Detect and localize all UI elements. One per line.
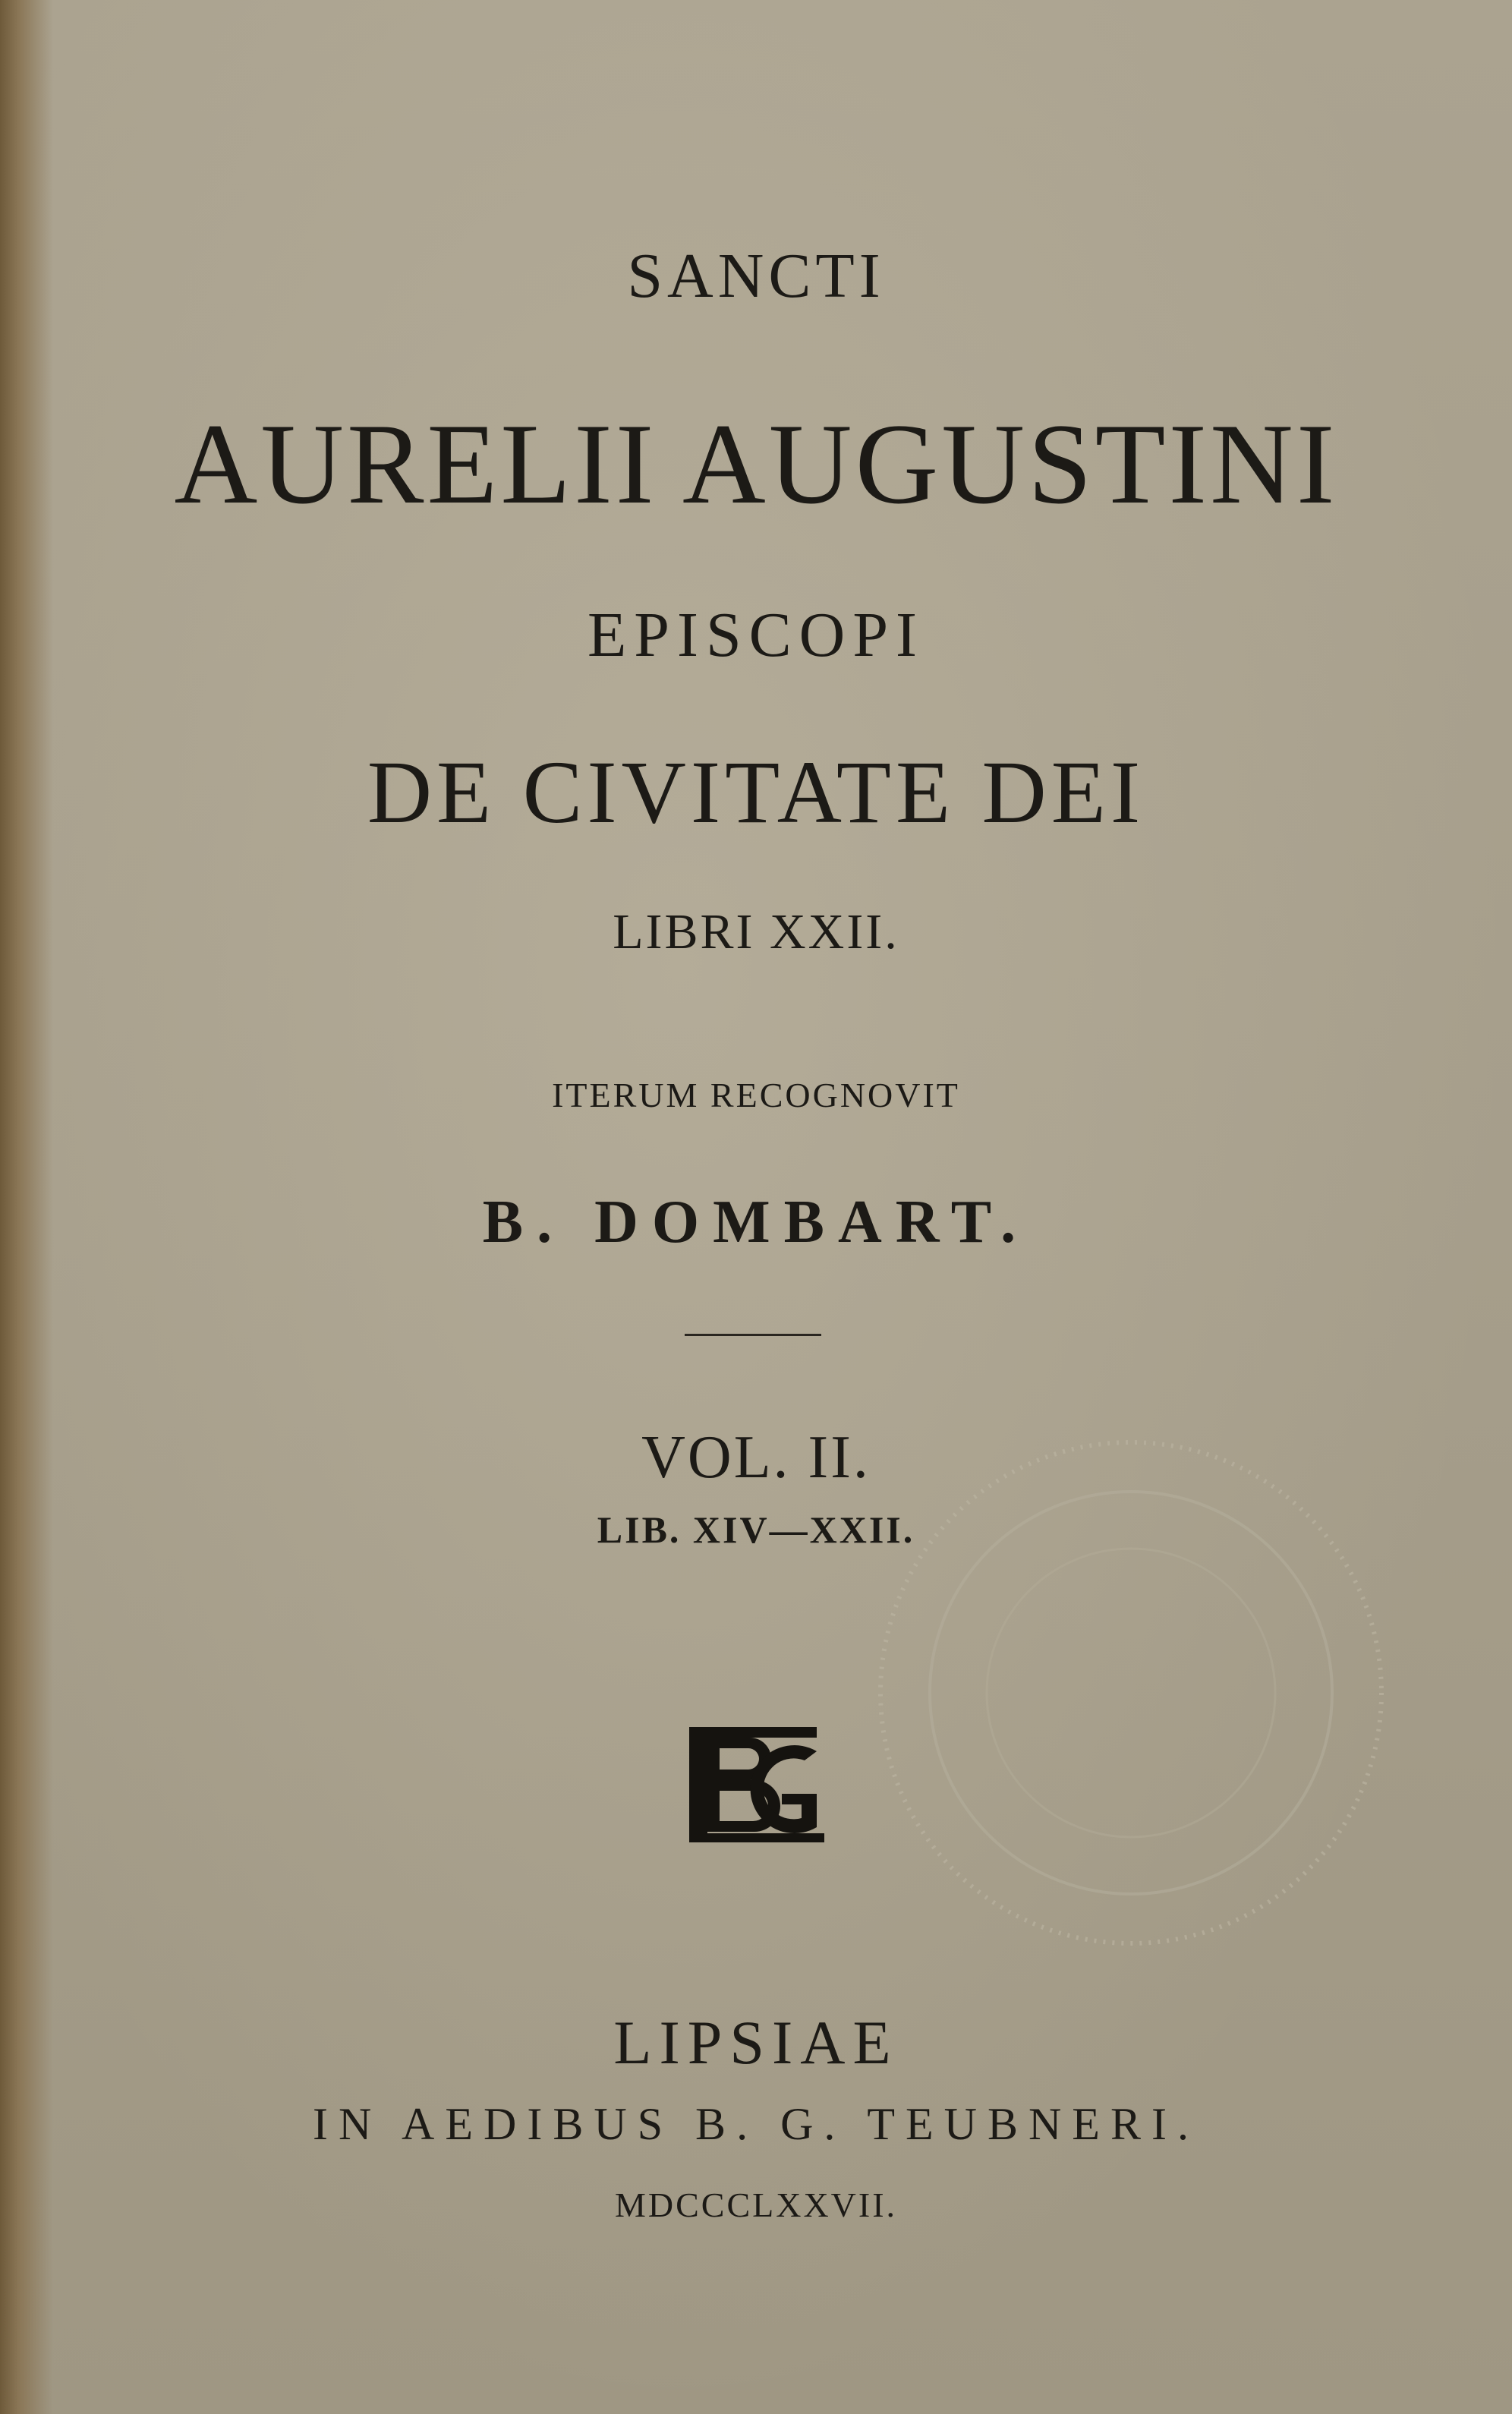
publisher-line: IN AEDIBUS B. G. TEUBNERI. <box>313 2099 1199 2149</box>
publication-year: MDCCCLXXVII. <box>614 2186 898 2224</box>
author-name: AURELII AUGUSTINI <box>174 400 1338 528</box>
publisher-mark-icon <box>0 1712 1512 1856</box>
divider-rule <box>685 1334 821 1336</box>
editor-name: B. DOMBART. <box>482 1189 1030 1256</box>
volume-books: LIB. XIV—XXII. <box>597 1508 915 1551</box>
sancti-line: SANCTI <box>627 241 885 311</box>
editor-note: ITERUM RECOGNOVIT <box>552 1076 960 1114</box>
episcopi-line: EPISCOPI <box>587 600 925 670</box>
imprint-city: LIPSIAE <box>613 2008 899 2077</box>
work-title: DE CIVITATE DEI <box>367 742 1145 842</box>
books-count: LIBRI XXII. <box>613 904 899 960</box>
volume-number: VOL. II. <box>641 1424 871 1491</box>
